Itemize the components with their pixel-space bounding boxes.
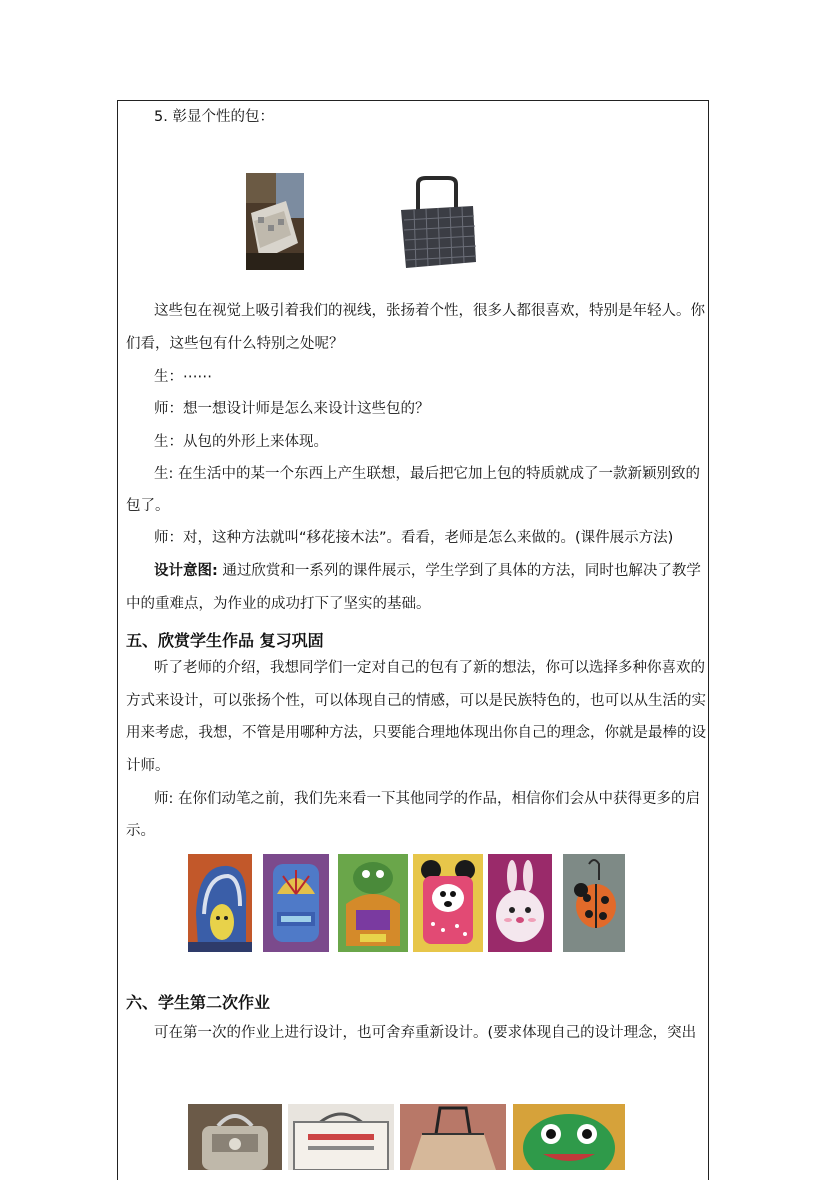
student-work-photo-1 [188, 1104, 282, 1170]
student-work-photo-3 [400, 1104, 506, 1170]
para-5-line-1: 生: 在生活中的某一个东西上产生联想，最后把它加上包的特质就成了一款新颖别致的 [154, 466, 700, 482]
para-5-line-2: 包了。 [126, 498, 170, 514]
section-five-line-1: 听了老师的介绍，我想同学们一定对自己的包有了新的想法，你可以选择多种你喜欢的 [154, 660, 705, 676]
section-six-line-1: 可在第一次的作业上进行设计，也可舍弃重新设计。(要求体现自己的设计理念，突出 [154, 1025, 697, 1041]
student-artwork-3 [338, 854, 408, 952]
design-intent-label: 设计意图: [154, 563, 218, 579]
section-five-line-3: 用来考虑，我想，不管是用哪种方法，只要能合理地体现出你自己的理念，你就是最棒的设 [126, 725, 706, 741]
student-artwork-5 [488, 854, 552, 952]
para-3: 师：想一想设计师是怎么来设计这些包的？ [154, 401, 430, 417]
para-7-line-1 [126, 555, 702, 588]
student-work-photo-4 [513, 1104, 625, 1170]
photo-person-bag [246, 173, 304, 270]
photo-black-bag [396, 176, 478, 270]
section-five-heading: 五、欣赏学生作品 复习巩固 [126, 631, 324, 650]
para-7-line-2: 中的重难点，为作业的成功打下了坚实的基础。 [126, 596, 431, 612]
para-1-line-2: 们看，这些包有什么特别之处呢？ [126, 336, 344, 352]
para-1-line-1: 这些包在视觉上吸引着我们的视线，张扬着个性，很多人都很喜欢，特别是年轻人。你 [154, 303, 705, 319]
para-6: 师：对，这种方法就叫“移花接木法”。看看，老师是怎么来做的。(课件展示方法) [154, 530, 674, 546]
para-2: 生：⋯⋯ [154, 369, 212, 385]
design-intent-text: 通过欣赏和一系列的课件展示，学生学到了具体的方法，同时也解决了教学 [217, 563, 701, 579]
section-five-line-6: 示。 [126, 823, 155, 839]
student-artwork-1 [188, 854, 252, 952]
section-5-heading: 5. 彰显个性的包： [154, 109, 274, 125]
para-4: 生：从包的外形上来体现。 [154, 434, 328, 450]
student-artwork-4 [413, 854, 483, 952]
section-five-line-5: 师: 在你们动笔之前，我们先来看一下其他同学的作品，相信你们会从中获得更多的启 [154, 791, 700, 807]
section-five-line-2: 方式来设计，可以张扬个性，可以体现自己的情感，可以是民族特色的，也可以从生活的实 [126, 693, 706, 709]
section-five-line-4: 计师。 [126, 758, 170, 774]
section-six-heading: 六、学生第二次作业 [126, 993, 271, 1012]
student-artwork-6 [563, 854, 625, 952]
student-artwork-2 [263, 854, 329, 952]
student-work-photo-2 [288, 1104, 394, 1170]
